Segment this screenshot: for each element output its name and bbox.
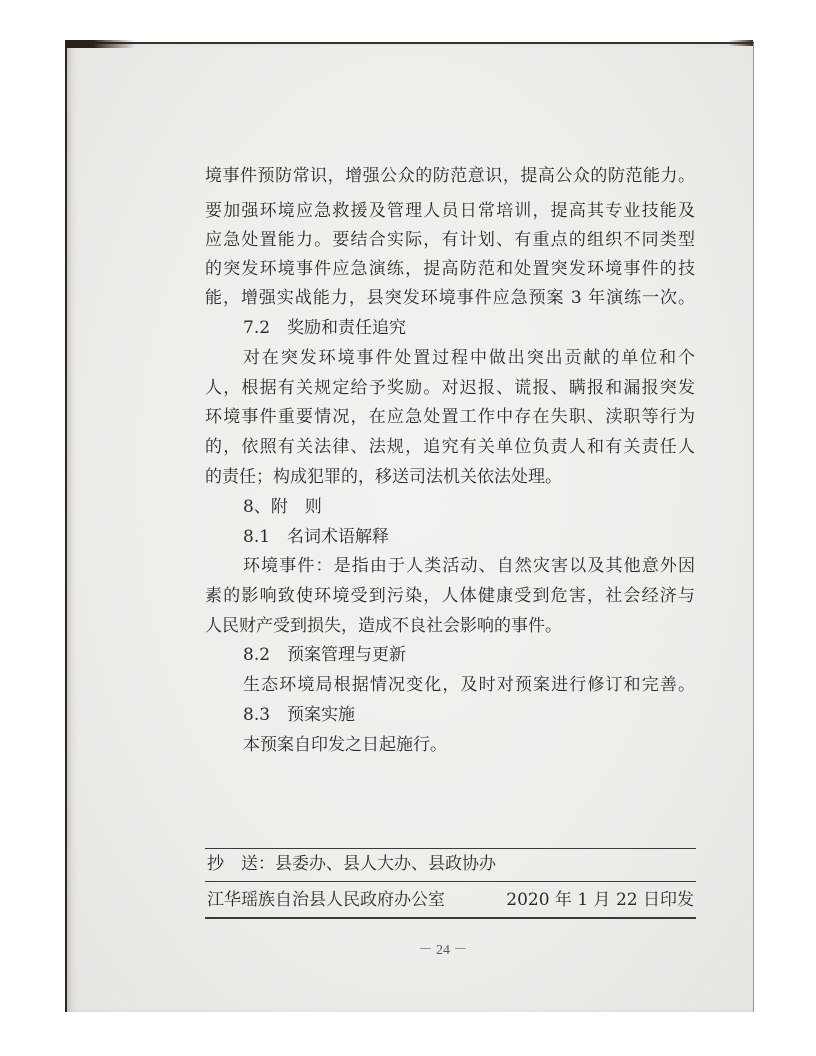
issuer: 江华瑶族自治县人民政府办公室: [207, 890, 445, 910]
text-line: 生态环境局根据情况变化，及时对预案进行修订和完善。: [243, 675, 695, 695]
section-heading: 8.2 预案管理与更新: [243, 645, 407, 665]
cc-recipients: 县委办、县人大办、县政协办: [275, 854, 496, 874]
issue-date: 2020 年 1 月 22 日印发: [506, 890, 694, 910]
cc-label: 抄 送：: [207, 854, 275, 874]
section-heading: 8.3 预案实施: [243, 705, 356, 725]
text-line: 对在突发环境事件处置过程中做出突出贡献的单位和个: [243, 348, 695, 368]
page-number: － 24 －: [418, 943, 468, 958]
text-line: 的，依照有关法律、法规，追究有关单位负责人和有关责任人: [205, 437, 695, 457]
text-line: 环境事件重要情况，在应急处置工作中存在失职、渎职等行为: [205, 407, 695, 427]
text-line: 环境事件：是指由于人类活动、自然灾害以及其他意外因: [243, 556, 695, 576]
footer-rule-bottom: [205, 917, 696, 919]
text-line: 的责任；构成犯罪的，移送司法机关依法处理。: [205, 467, 562, 487]
text-line: 人民财产受到损失，造成不良社会影响的事件。: [205, 616, 562, 636]
text-line: 应急处置能力。要结合实际，有计划、有重点的组织不同类型: [205, 230, 695, 250]
text-line: 的突发环境事件应急演练，提高防范和处置突发环境事件的技: [205, 259, 695, 279]
section-heading: 8.1 名词术语解释: [243, 527, 390, 547]
text-line: 本预案自印发之日起施行。: [243, 735, 447, 755]
text-line: 素的影响致使环境受到污染，人体健康受到危害，社会经济与: [205, 586, 695, 606]
footer-rule-middle: [205, 881, 696, 882]
paper-edge-shadow: [728, 40, 753, 46]
text-line: 境事件预防常识，增强公众的防范意识，提高公众的防范能力。: [205, 166, 695, 186]
cc-row: [207, 850, 496, 878]
text-line: 人，根据有关规定给予奖励。对迟报、谎报、瞒报和漏报突发: [205, 378, 695, 398]
section-heading: 8、附 则: [243, 497, 322, 517]
text-line: 能，增强实战能力，县突发环境事件应急预案 3 年演练一次。: [205, 288, 695, 308]
paper-edge-shadow: [65, 40, 135, 48]
text-line: 要加强环境应急救援及管理人员日常培训，提高其专业技能及: [205, 201, 695, 221]
footer-rule-top: [205, 848, 696, 849]
section-heading: 7.2 奖励和责任追究: [243, 318, 407, 338]
